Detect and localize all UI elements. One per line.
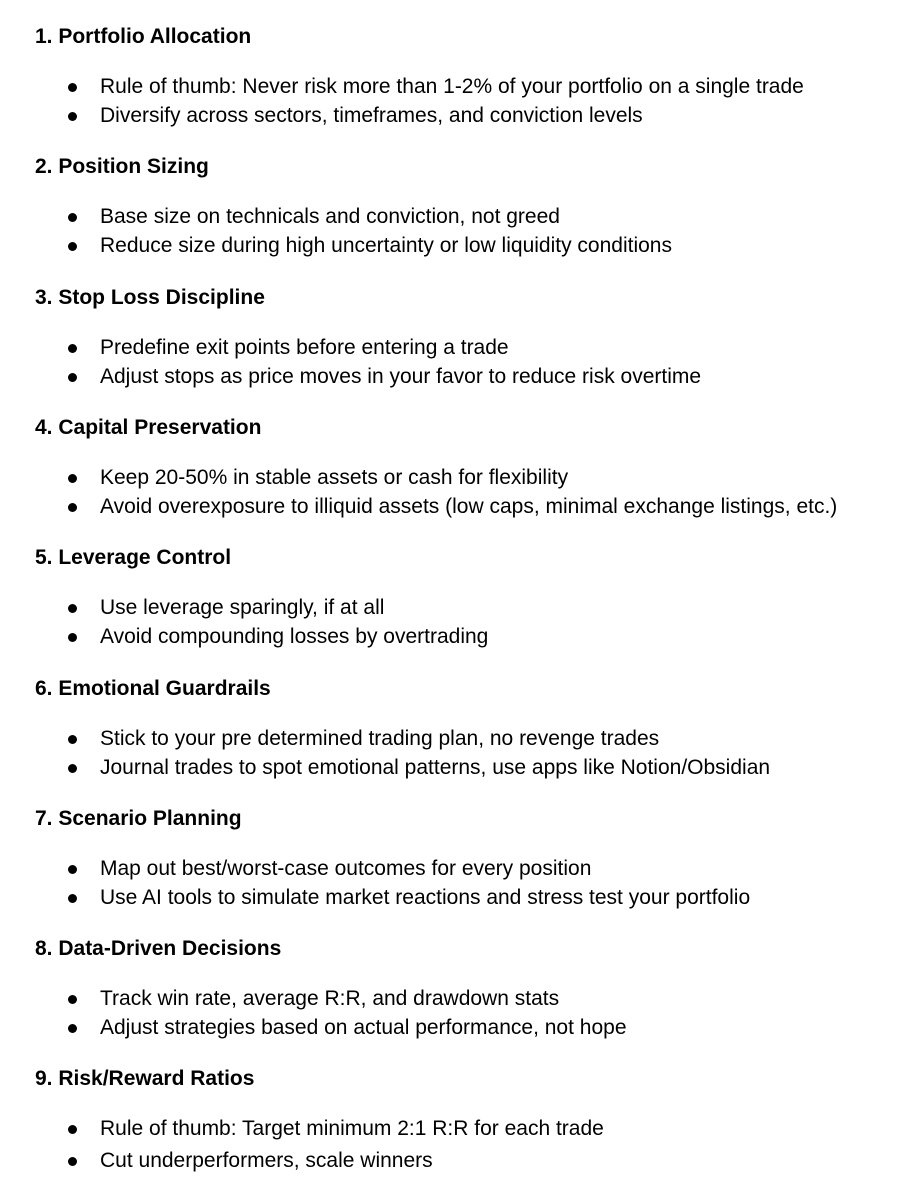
bullet-icon xyxy=(68,344,77,353)
bullet-icon xyxy=(68,1157,77,1166)
list-item-text: Adjust stops as price moves in your favor to reduce risk overtime xyxy=(100,365,702,388)
list-item xyxy=(0,1148,901,1174)
bullet-icon xyxy=(68,865,77,874)
list-item-text: Journal trades to spot emotional patterns, use apps like Notion/Obsidian xyxy=(100,756,771,779)
list-item-text: Avoid overexposure to illiquid assets (low caps, minimal exchange listings, etc.) xyxy=(100,495,838,518)
bullet-icon xyxy=(68,213,77,222)
bullet-icon xyxy=(68,894,77,903)
list-item-text: Adjust strategies based on actual performance, not hope xyxy=(100,1016,627,1039)
list-item-text: Cut underperformers, scale winners xyxy=(100,1149,433,1172)
bullet-icon xyxy=(68,83,77,92)
section-heading: 6. Emotional Guardrails xyxy=(35,677,271,700)
bullet-icon xyxy=(68,995,77,1004)
list-item-text: Diversify across sectors, timeframes, and conviction levels xyxy=(100,104,643,127)
list-item-text: Map out best/worst-case outcomes for every position xyxy=(100,857,592,880)
list-item-text: Rule of thumb: Target minimum 2:1 R:R for each trade xyxy=(100,1117,604,1140)
list-item-text: Predefine exit points before entering a trade xyxy=(100,336,509,359)
list-item xyxy=(0,74,901,100)
list-item xyxy=(0,1116,901,1142)
list-item xyxy=(0,465,901,491)
bullet-icon xyxy=(68,474,77,483)
section-heading: 8. Data-Driven Decisions xyxy=(35,937,282,960)
bullet-icon xyxy=(68,735,77,744)
section-heading: 9. Risk/Reward Ratios xyxy=(35,1067,255,1090)
section-heading: 3. Stop Loss Discipline xyxy=(35,286,265,309)
list-item-text: Avoid compounding losses by overtrading xyxy=(100,625,489,648)
list-item xyxy=(0,726,901,752)
list-item-text: Stick to your pre determined trading plan, no revenge trades xyxy=(100,727,660,750)
list-item-text: Base size on technicals and conviction, not greed xyxy=(100,205,560,228)
bullet-icon xyxy=(68,242,77,251)
bullet-icon xyxy=(68,1024,77,1033)
list-item xyxy=(0,856,901,882)
list-item xyxy=(0,233,901,259)
bullet-icon xyxy=(68,112,77,121)
list-item xyxy=(0,335,901,361)
list-item xyxy=(0,986,901,1012)
list-item xyxy=(0,1015,901,1041)
section-heading: 7. Scenario Planning xyxy=(35,807,242,830)
bullet-icon xyxy=(68,1125,77,1134)
list-item xyxy=(0,885,901,911)
section-heading: 5. Leverage Control xyxy=(35,546,232,569)
bullet-icon xyxy=(68,373,77,382)
list-item xyxy=(0,364,901,390)
list-item xyxy=(0,204,901,230)
bullet-icon xyxy=(68,633,77,642)
section-heading: 1. Portfolio Allocation xyxy=(35,25,252,48)
bullet-icon xyxy=(68,604,77,613)
list-item-text: Rule of thumb: Never risk more than 1-2% of your portfolio on a single trade xyxy=(100,75,804,98)
bullet-icon xyxy=(68,503,77,512)
list-item-text: Use AI tools to simulate market reactions and stress test your portfolio xyxy=(100,886,751,909)
list-item xyxy=(0,103,901,129)
section-heading: 4. Capital Preservation xyxy=(35,416,262,439)
list-item-text: Use leverage sparingly, if at all xyxy=(100,596,385,619)
list-item xyxy=(0,624,901,650)
list-item-text: Track win rate, average R:R, and drawdown stats xyxy=(100,987,560,1010)
section-heading: 2. Position Sizing xyxy=(35,155,209,178)
list-item-text: Reduce size during high uncertainty or low liquidity conditions xyxy=(100,234,672,257)
bullet-icon xyxy=(68,764,77,773)
list-item xyxy=(0,494,901,520)
list-item xyxy=(0,595,901,621)
list-item-text: Keep 20-50% in stable assets or cash for flexibility xyxy=(100,466,569,489)
list-item xyxy=(0,755,901,781)
